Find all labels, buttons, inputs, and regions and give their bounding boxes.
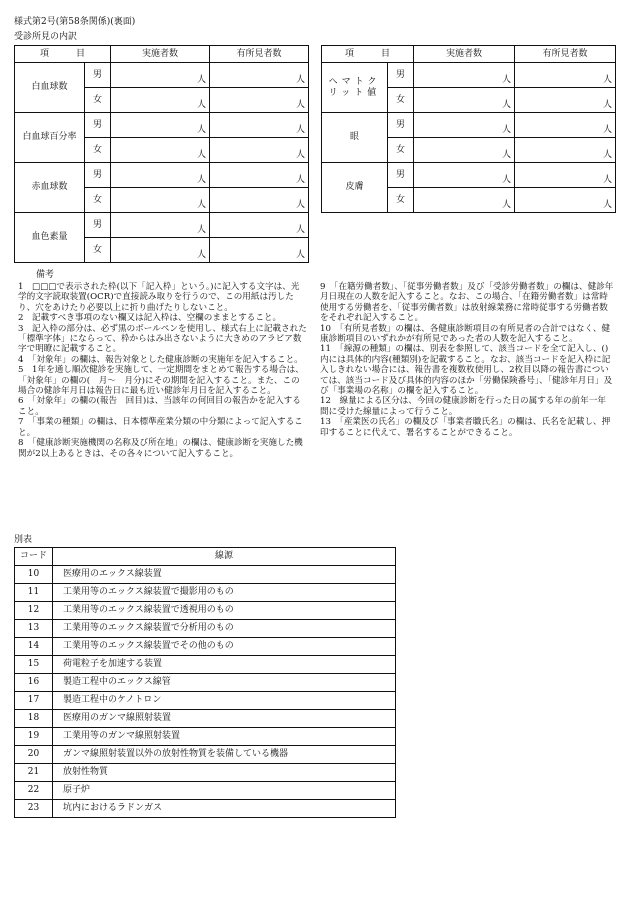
findings-count-field[interactable]: 人 [210, 138, 309, 163]
source-code: 23 [15, 800, 53, 818]
findings-count-field[interactable]: 人 [210, 163, 309, 188]
appendix-row [15, 602, 396, 620]
source-name: 医療用のガンマ線照射装置 [53, 710, 396, 728]
source-name: 坑内におけるラドンガス [53, 800, 396, 818]
appendix-row [15, 728, 396, 746]
appendix-row [15, 656, 396, 674]
appendix-row [15, 782, 396, 800]
source-code: 14 [15, 638, 53, 656]
appendix-header-code: コード [15, 548, 53, 566]
findings-count-field[interactable]: 人 [515, 88, 616, 113]
note-item: 1 □□□で表示された枠(以下「記入枠」という。)に記入する文字は、光学的文字読取装置(OCR)で直接読み取りを行うので、この用紙は汚したり、穴をあけたり必要以上に折り曲げたりしないこと。 [18, 282, 300, 313]
source-code: 10 [15, 566, 53, 584]
source-name: 工業用等のエックス線装置で撮影用のもの [53, 584, 396, 602]
source-name: 工業用等のエックス線装置で分析用のもの [53, 620, 396, 638]
implemented-count-field[interactable]: 人 [111, 238, 210, 263]
appendix-row [15, 710, 396, 728]
findings-count-field[interactable]: 人 [210, 238, 309, 263]
sex-label: 女 [85, 188, 111, 213]
implemented-count-field[interactable]: 人 [414, 88, 515, 113]
appendix-row [15, 800, 396, 818]
source-name: 医療用のエックス線装置 [53, 566, 396, 584]
implemented-count-field[interactable]: 人 [111, 138, 210, 163]
appendix-row [15, 692, 396, 710]
header-implemented: 実施者数 [414, 46, 515, 63]
source-name: 工業用等のエックス線装置で透視用のもの [53, 602, 396, 620]
note-item: 3 記入枠の部分は、必ず黒のボールペンを使用し、様式右上に記載された「標準字体」にならって、枠からはみ出さないように大きめのアラビア数字で明瞭に記載すること。 [18, 323, 307, 355]
note-item: 7 「事業の種類」の欄は、日本標準産業分類の中分類によって記入すること。 [18, 417, 303, 438]
appendix-row [15, 566, 396, 584]
findings-row [15, 163, 309, 188]
source-name: 荷電粒子を加速する装置 [53, 656, 396, 674]
note-item: 13 「産業医の氏名」の欄及び「事業者職氏名」の欄は、氏名を記載し、押印することに代えて、署名することができること。 [320, 417, 611, 438]
note-item: 5 1年を通し順次健診を実施して、一定期間をまとめて報告する場合は、「対象年」の欄の( 月～ 月分)にその期間を記入すること。また、この場合の健診年月日は報告日に最も近い健診年月日を記入すること。 [18, 365, 304, 397]
sex-label: 女 [388, 138, 414, 163]
notes-left [18, 282, 308, 459]
findings-count-field[interactable]: 人 [515, 163, 616, 188]
sex-label: 男 [388, 113, 414, 138]
findings-table-right [321, 45, 616, 213]
sex-label: 男 [85, 213, 111, 238]
note-item: 10 「有所見者数」の欄は、各健康診断項目の有所見者の合計ではなく、健康診断項目のいずれかが有所見であった者の人数を記入すること。 [320, 323, 611, 345]
source-code: 17 [15, 692, 53, 710]
source-code: 15 [15, 656, 53, 674]
implemented-count-field[interactable]: 人 [414, 188, 515, 213]
findings-count-field[interactable]: 人 [210, 63, 309, 88]
implemented-count-field[interactable]: 人 [111, 88, 210, 113]
item-label: 血色素量 [15, 213, 85, 263]
findings-row [322, 163, 616, 188]
source-code: 11 [15, 584, 53, 602]
findings-count-field[interactable]: 人 [515, 138, 616, 163]
item-label: 眼 [322, 113, 388, 163]
header-item: 項 目 [15, 46, 111, 63]
source-name: 放射性物質 [53, 764, 396, 782]
notes-title: 備考 [36, 270, 55, 280]
sex-label: 女 [85, 138, 111, 163]
implemented-count-field[interactable]: 人 [111, 163, 210, 188]
appendix-row [15, 674, 396, 692]
implemented-count-field[interactable]: 人 [414, 163, 515, 188]
item-label: ヘマトクリット値 [322, 63, 388, 113]
source-code: 18 [15, 710, 53, 728]
sex-label: 女 [85, 238, 111, 263]
implemented-count-field[interactable]: 人 [414, 138, 515, 163]
note-item: 9 「在籍労働者数」、「従事労働者数」及び「受診労働者数」の欄は、健診年月日現在の人数を記入すること。なお、この場合、「在籍労働者数」は常時使用する労働者を、「従事労働者数」は放射線業務に常時従事する労働者数をそれぞれ記入すること。 [320, 282, 614, 324]
appendix-row [15, 746, 396, 764]
header-findings: 有所見者数 [210, 46, 309, 63]
implemented-count-field[interactable]: 人 [111, 188, 210, 213]
findings-count-field[interactable]: 人 [515, 63, 616, 88]
appendix-row [15, 620, 396, 638]
source-code: 21 [15, 764, 53, 782]
findings-row [322, 63, 616, 88]
source-name: 原子炉 [53, 782, 396, 800]
item-label: 白血球数 [15, 63, 85, 113]
sex-label: 女 [85, 88, 111, 113]
implemented-count-field[interactable]: 人 [414, 113, 515, 138]
implemented-count-field[interactable]: 人 [111, 63, 210, 88]
findings-count-field[interactable]: 人 [210, 213, 309, 238]
sex-label: 男 [85, 163, 111, 188]
source-code: 12 [15, 602, 53, 620]
findings-row [15, 213, 309, 238]
sex-label: 女 [388, 188, 414, 213]
sex-label: 女 [388, 88, 414, 113]
note-item: 6 「対象年」の欄の(報告 回目)は、当該年の何回目の報告かを記入すること。 [18, 396, 301, 417]
source-code: 22 [15, 782, 53, 800]
appendix-row [15, 638, 396, 656]
header-implemented: 実施者数 [111, 46, 210, 63]
sex-label: 男 [388, 163, 414, 188]
source-name: 工業用等のエックス線装置でその他のもの [53, 638, 396, 656]
findings-row [15, 63, 309, 88]
findings-row [15, 113, 309, 138]
form-title: 様式第2号(第58条関係)(裏面) [14, 17, 136, 27]
source-code: 13 [15, 620, 53, 638]
findings-row [322, 113, 616, 138]
notes-right [320, 282, 614, 438]
note-item: 11 「線源の種類」の欄は、別表を参照して、該当コードを全て記入し、()内には具体的内容(種類別)を記載すること。なお、該当コードを記入枠に記入しきれない場合には、報告書を複数枚使用し、2枚目以降の報告書については、該当コード及び具体的内容のほか「労働保険番号」、「健診年月日」及び「事業場の名称」の欄を記入すること。 [320, 344, 613, 397]
header-findings: 有所見者数 [515, 46, 616, 63]
source-name: ガンマ線照射装置以外の放射性物質を装備している機器 [53, 746, 396, 764]
findings-count-field[interactable]: 人 [515, 188, 616, 213]
source-code: 19 [15, 728, 53, 746]
source-name: 製造工程中のエックス線管 [53, 674, 396, 692]
sex-label: 男 [85, 63, 111, 88]
header-item: 項 目 [322, 46, 414, 63]
note-item: 2 記載すべき事項のない欄又は記入枠は、空欄のままとすること。 [18, 313, 282, 324]
appendix-table [14, 547, 396, 818]
source-name: 工業用等のガンマ線照射装置 [53, 728, 396, 746]
note-item: 8 「健康診断実施機関の名称及び所在地」の欄は、健康診断を実施した機関が2以上あるときは、その各々について記入すること。 [18, 438, 303, 459]
findings-count-field[interactable]: 人 [210, 88, 309, 113]
implemented-count-field[interactable]: 人 [414, 63, 515, 88]
source-code: 20 [15, 746, 53, 764]
appendix-row [15, 764, 396, 782]
source-name: 製造工程中のケノトロン [53, 692, 396, 710]
item-label: 皮膚 [322, 163, 388, 213]
findings-count-field[interactable]: 人 [210, 188, 309, 213]
note-item: 4 「対象年」の欄は、報告対象とした健康診断の実施年を記入すること。 [18, 354, 303, 365]
item-label: 赤血球数 [15, 163, 85, 213]
section-title: 受診所見の内訳 [14, 32, 78, 42]
sex-label: 男 [388, 63, 414, 88]
item-label: 白血球百分率 [15, 113, 85, 163]
findings-table-left [14, 45, 309, 263]
sex-label: 男 [85, 113, 111, 138]
implemented-count-field[interactable]: 人 [111, 213, 210, 238]
note-item: 12 線量による区分は、今回の健康診断を行った日の属する年の前年一年間に受けた線量によって行うこと。 [320, 396, 606, 417]
findings-count-field[interactable]: 人 [210, 113, 309, 138]
appendix-header-source: 線源 [53, 548, 396, 566]
source-code: 16 [15, 674, 53, 692]
appendix-row [15, 584, 396, 602]
appendix-title: 別表 [14, 535, 33, 545]
findings-count-field[interactable]: 人 [515, 113, 616, 138]
implemented-count-field[interactable]: 人 [111, 113, 210, 138]
